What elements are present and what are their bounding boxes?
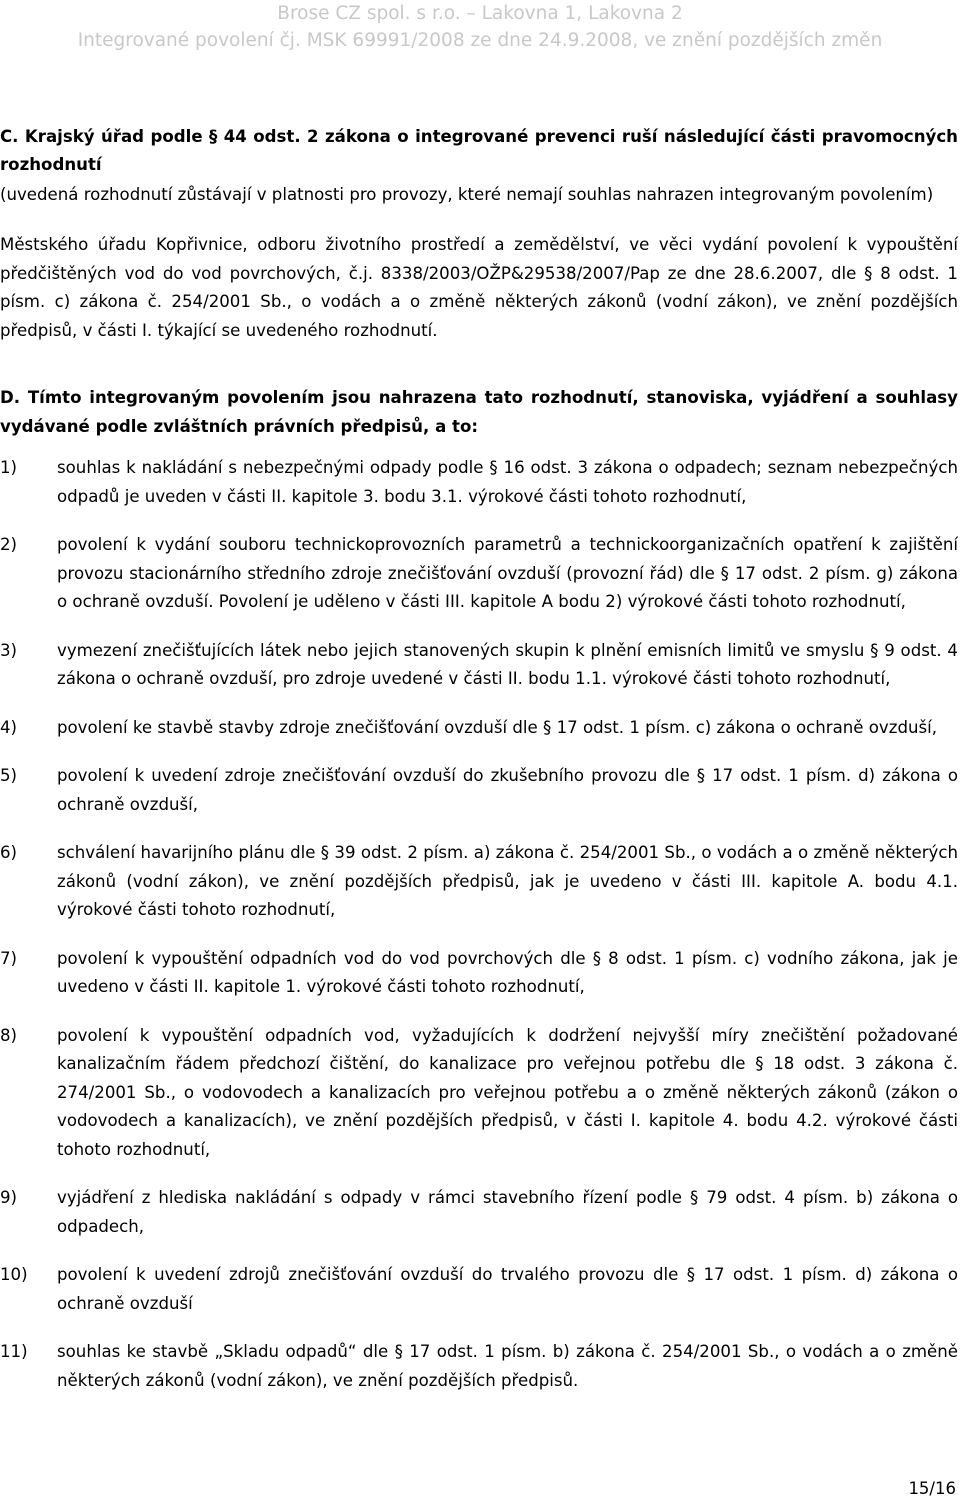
list-item-text: povolení ke stavbě stavby zdroje znečišťování ovzduší dle § 17 odst. 1 písm. c) zákona o ochraně ovzduší, xyxy=(57,717,938,737)
list-item xyxy=(0,1338,958,1395)
list-item-number: 10) xyxy=(0,1265,28,1284)
list-item xyxy=(0,1184,958,1241)
list-item xyxy=(0,839,958,925)
list-item-text: schválení havarijního plánu dle § 39 odst. 2 písm. a) zákona č. 254/2001 Sb., o vodách a o změně některých zákonů (vodní zákon), ve znění pozdějších předpisů, jak je uvedeno v části III. kapitole A. bodu 4.1. výrokové části tohoto rozhodnutí, xyxy=(57,843,958,919)
section-d xyxy=(0,384,958,1395)
header-company: Brose CZ spol. s r.o. – Lakovna 1, Lakovna 2 xyxy=(277,3,683,24)
list-item-text: povolení k uvedení zdrojů znečišťování ovzduší do trvalého provozu dle § 17 odst. 1 písm. d) zákona o ochraně ovzduší xyxy=(57,1265,958,1313)
list-item-text: povolení k vypouštění odpadních vod, vyžadujících k dodržení nejvyšší míry znečištění požadované kanalizačním řádem předchozí čištění, do kanalizace pro veřejnou potřebu dle § 18 odst. 3 zákona č. 274/2001 Sb., o vodovodech a kanalizacích pro veřejnou potřebu a o změně některých zákonů (zákon o vodovodech a kanalizacích), ve znění pozdějších předpisů, v části I. kapitole 4. bodu 4.2. výrokové části tohoto rozhodnutí, xyxy=(57,1025,958,1159)
page-number: 15/16 xyxy=(908,1479,956,1498)
list-item-text: povolení k uvedení zdroje znečišťování ovzduší do zkušebního provozu dle § 17 odst. 1 písm. d) zákona o ochraně ovzduší, xyxy=(57,766,958,814)
section-c xyxy=(0,123,958,345)
list-item-number: 11) xyxy=(0,1342,28,1361)
list-item-number: 5) xyxy=(0,766,18,785)
list-item xyxy=(0,531,958,617)
list-item-number: 4) xyxy=(0,717,18,737)
permit-list xyxy=(0,454,958,1395)
header-permit-reference: Integrované povolení čj. MSK 69991/2008 ze dne 24.9.2008, ve znění pozdějších změn xyxy=(77,30,883,51)
list-item-text: vymezení znečišťujících látek nebo jejich stanovených skupin k plnění emisních limitů ve smyslu § 9 odst. 4 zákona o ochraně ovzduší, pro zdroje uvedené v části II. bodu 1.1. výrokové části tohoto rozhodnutí, xyxy=(57,640,958,688)
list-item-number: 6) xyxy=(0,843,18,862)
section-c-note: (uvedená rozhodnutí zůstávají v platnosti pro provozy, které nemají souhlas nahrazen integrovaným povolením) xyxy=(0,185,934,204)
list-item-number: 9) xyxy=(0,1188,18,1207)
list-item-text: povolení k vypouštění odpadních vod do vod povrchových dle § 8 odst. 1 písm. c) vodního zákona, jak je uvedeno v části II. kapitole 1. výrokové části tohoto rozhodnutí, xyxy=(57,948,958,996)
list-item xyxy=(0,454,958,511)
list-item-text: povolení k vydání souboru technickoprovozních parametrů a technickoorganizačních opatření k zajištění provozu stacionárního středního zdroje znečišťování ovzduší (provozní řád) dle § 17 odst. 2 písm. g) zákona o ochraně ovzduší. Povolení je uděleno v části III. kapitole A bodu 2) výrokové části tohoto rozhodnutí, xyxy=(57,535,958,611)
list-item-text: souhlas ke stavbě „Skladu odpadů“ dle § 17 odst. 1 písm. b) zákona č. 254/2001 Sb., o vodách a o změně některých zákonů (vodní zákon), ve znění pozdějších předpisů. xyxy=(57,1342,958,1390)
section-c-body: Městského úřadu Kopřivnice, odboru životního prostředí a zemědělství, ve věci vydání povolení k vypouštění předčištěných vod do vod povrchových, č.j. 8338/2003/OŽP&29538/2007/Pap ze dne 28.6.2007, dle § 8 odst. 1 písm. c) zákona č. 254/2001 Sb., o vodách a o změně některých zákonů (vodní zákon), ve znění pozdějších předpisů, v části I. týkající se uvedeného rozhodnutí. xyxy=(0,235,958,340)
list-item xyxy=(0,945,958,1002)
section-c-title: C. Krajský úřad podle § 44 odst. 2 zákona o integrované prevenci ruší následující části pravomocných rozhodnutí xyxy=(0,127,958,174)
page-header xyxy=(0,0,960,54)
list-item xyxy=(0,637,958,694)
list-item-text: vyjádření z hlediska nakládání s odpady v rámci stavebního řízení podle § 79 odst. 4 písm. b) zákona o odpadech, xyxy=(57,1188,958,1236)
document-body xyxy=(0,123,958,1415)
list-item-text: souhlas k nakládání s nebezpečnými odpady podle § 16 odst. 3 zákona o odpadech; seznam nebezpečných odpadů je uveden v části II. kapitole 3. bodu 3.1. výrokové části tohoto rozhodnutí, xyxy=(57,458,958,506)
list-item-number: 7) xyxy=(0,948,18,968)
section-d-title: D. Tímto integrovaným povolením jsou nahrazena tato rozhodnutí, stanoviska, vyjádření a souhlasy vydávané podle zvláštních právních předpisů, a to: xyxy=(0,388,958,436)
list-item xyxy=(0,1261,958,1318)
list-item-number: 1) xyxy=(0,458,18,477)
list-item xyxy=(0,714,958,743)
list-item xyxy=(0,1022,958,1165)
list-item-number: 8) xyxy=(0,1025,18,1045)
list-item-number: 3) xyxy=(0,640,18,660)
list-item-number: 2) xyxy=(0,535,18,554)
list-item xyxy=(0,762,958,819)
